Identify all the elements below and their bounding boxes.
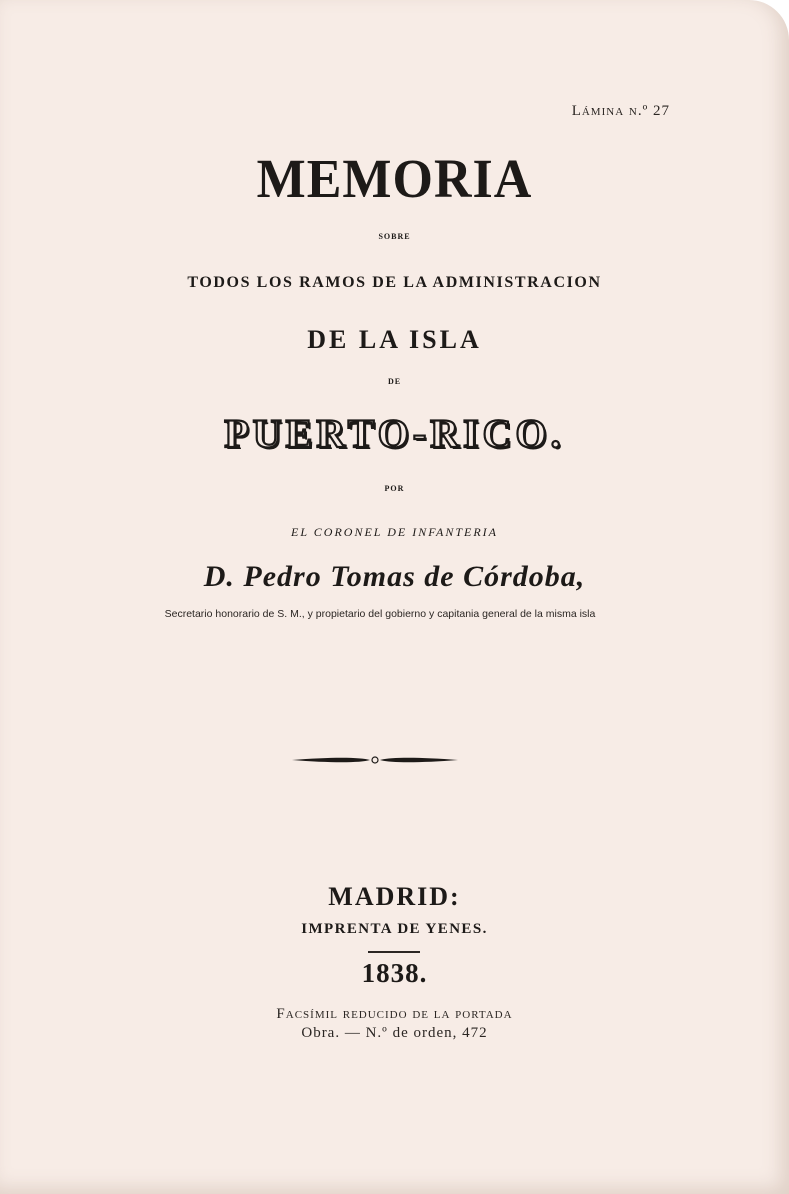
isla-line: DE LA ISLA [307, 325, 482, 354]
subject-line: TODOS LOS RAMOS DE LA ADMINISTRACION [187, 274, 602, 291]
imprint-rule [368, 951, 420, 953]
place-title: PUERTO-RICO. [224, 411, 565, 456]
plate-label: Lámina n.º 27 [571, 103, 670, 119]
main-title: MEMORIA [256, 149, 533, 210]
ornament-divider [290, 750, 460, 770]
sobre-label: SOBRE [378, 232, 411, 241]
rank-line: EL CORONEL DE INFANTERIA [290, 525, 499, 539]
facsimile-note: Facsímil reducido de la portada [276, 1006, 513, 1022]
author-role: Secretario honorario de S. M., y propietario del gobierno y capitania general de la misma isla [164, 608, 596, 620]
order-number-note: Obra. — N.º de orden, 472 [301, 1025, 488, 1041]
imprint-printer: IMPRENTA DE YENES. [301, 921, 488, 937]
por-label: POR [384, 484, 405, 493]
author-name: D. Pedro Tomas de Córdoba, [203, 560, 586, 593]
imprint-year: 1838. [361, 958, 428, 988]
de-label: DE [387, 377, 402, 386]
imprint-city: MADRID: [328, 882, 461, 911]
